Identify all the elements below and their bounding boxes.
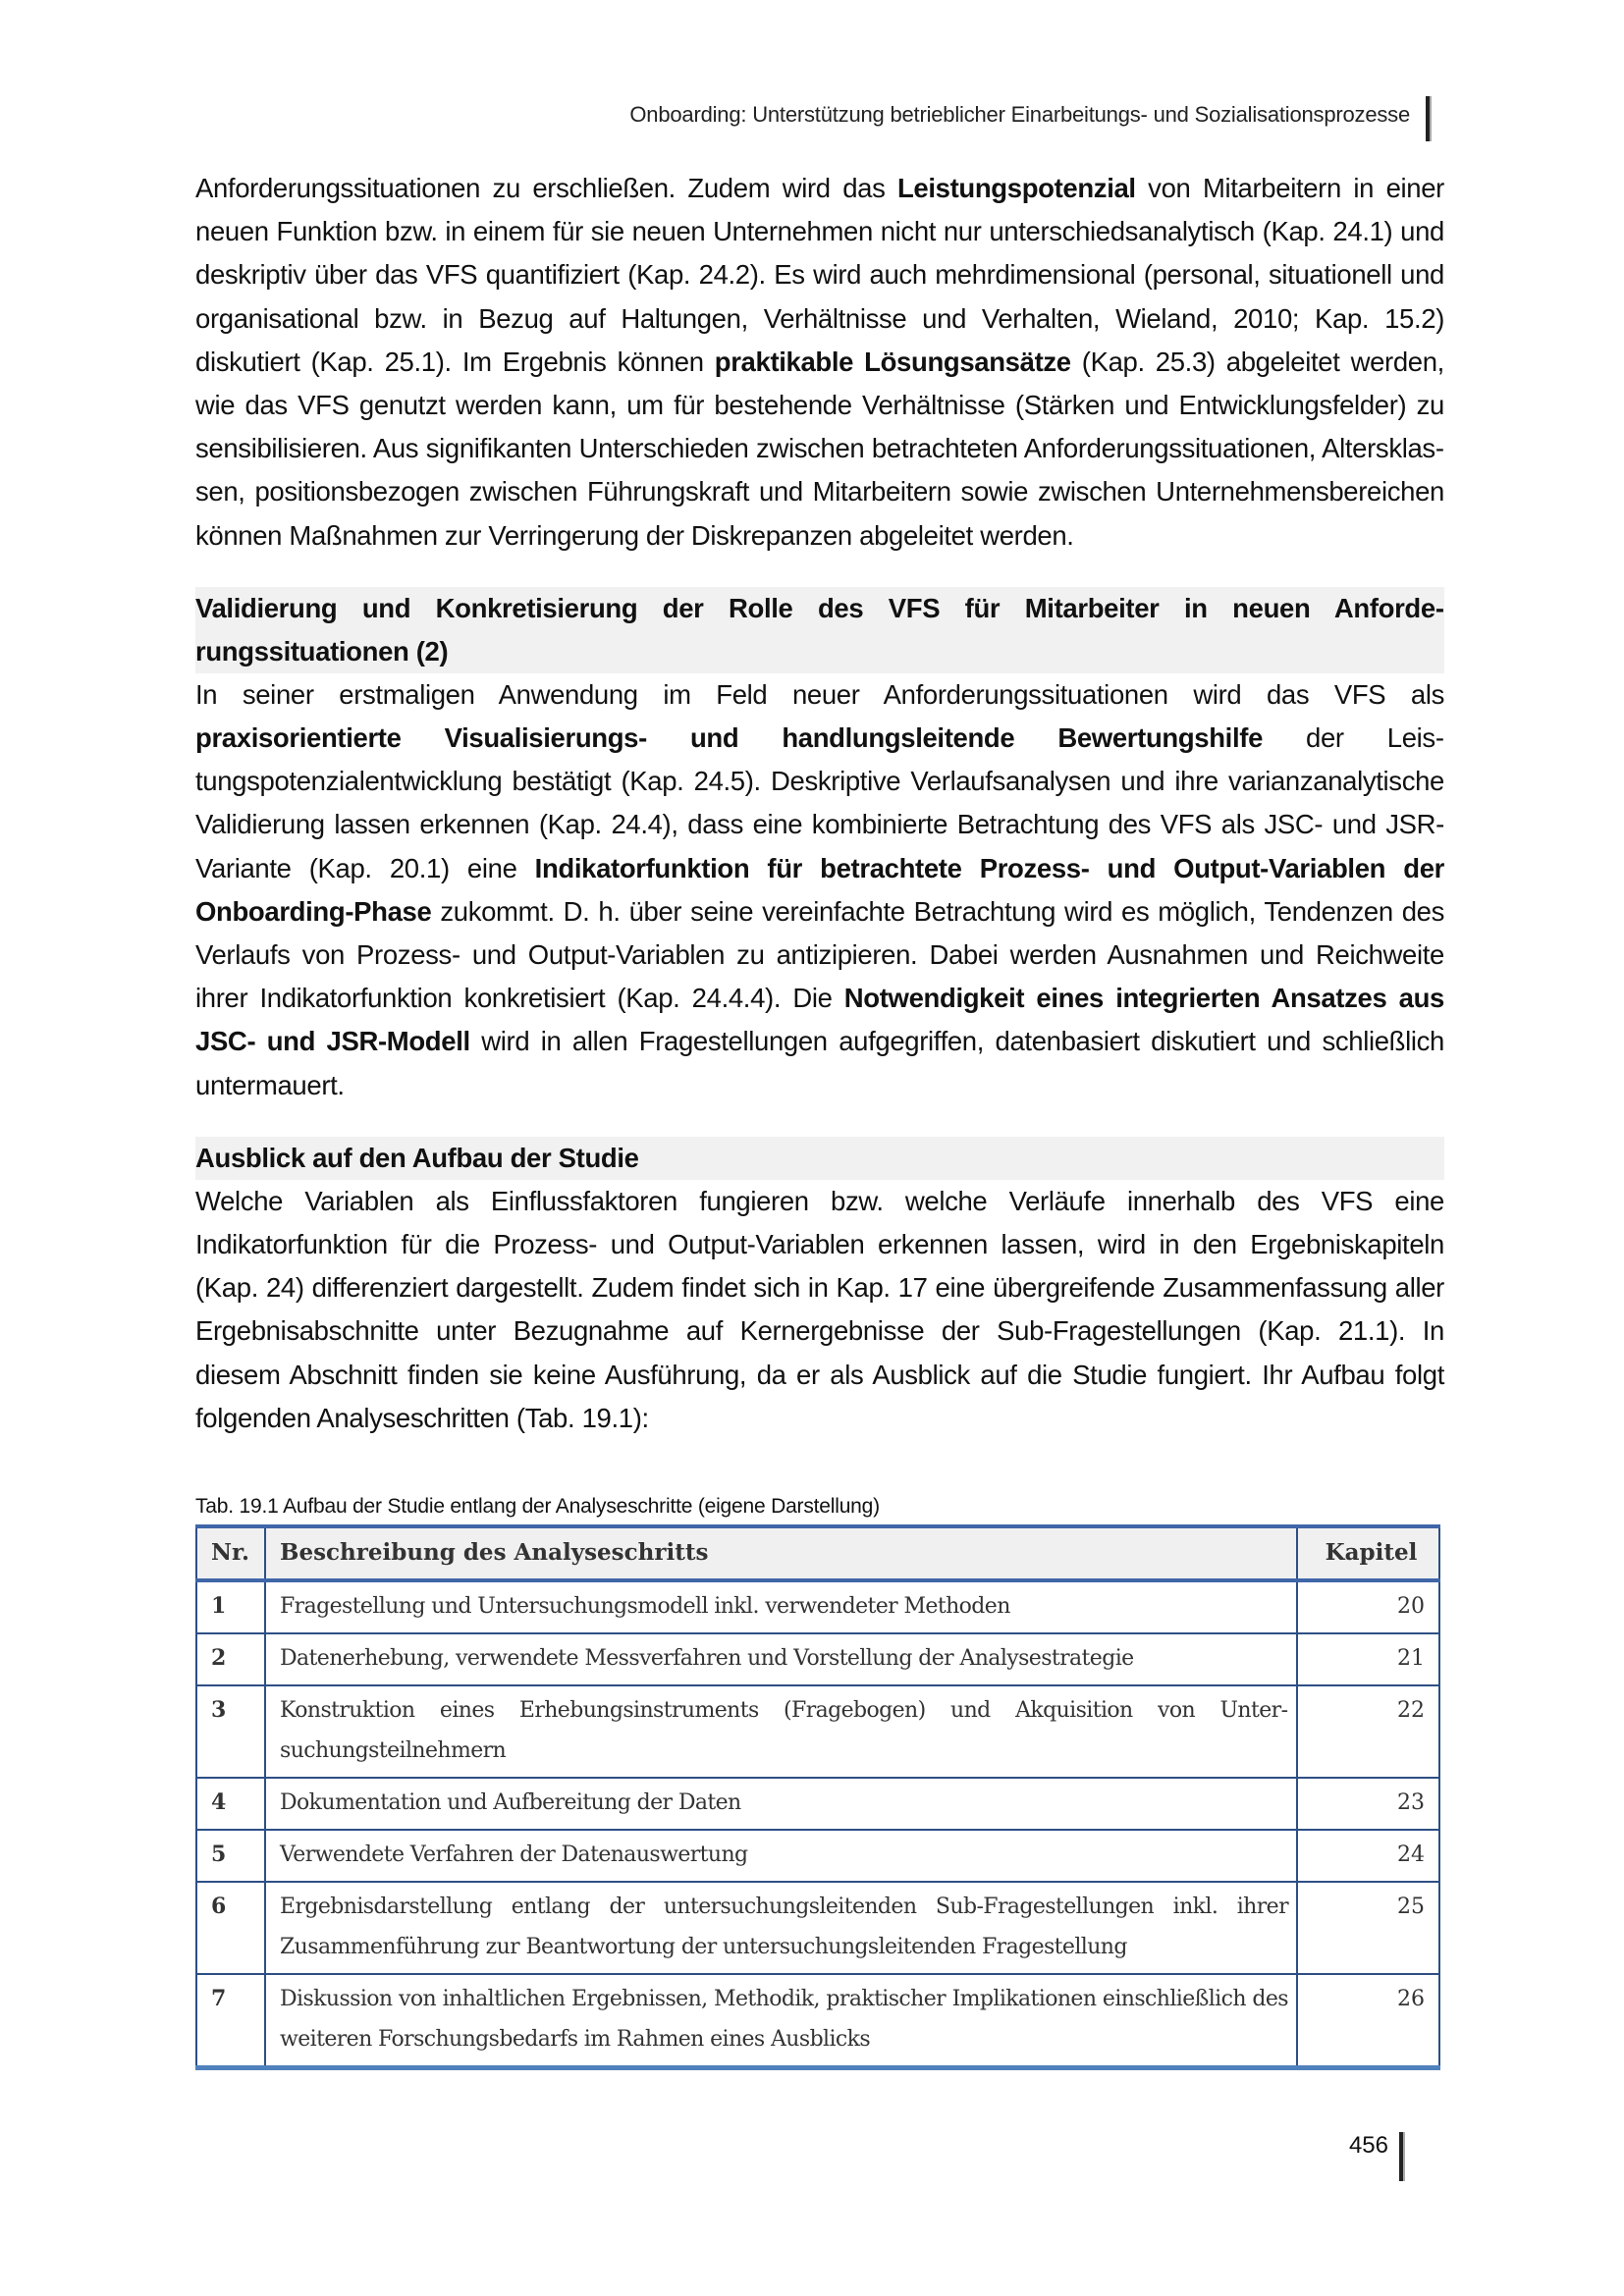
- cell-step-number: 1: [196, 1580, 265, 1633]
- cell-step-number: 4: [196, 1778, 265, 1830]
- cell-step-description: Diskussion von inhaltlichen Ergebnissen, Methodik, praktischer Implikationen einschließlich des weiteren Forschungsbedarfs im Rahmen eines Ausblicks: [265, 1974, 1297, 2068]
- text-run: Anforderungssituationen zu erschließen. Zudem wird das: [195, 173, 897, 203]
- text-run: (Kap. 25.3) abgeleitet werden, wie das VFS genutzt werden kann, um für bestehende Verhältnisse (Stärken und Entwicklungsfelder) zu sensibilisieren. Aus signifikanten Unterschieden zwischen betrachteten Anforderungssituationen, Altersklassen, positionsbezogen zwischen Führungskraft und Mitarbeitern sowie zwischen Unternehmensbereichen können Maßnahmen zur Verringerung der Diskrepanzen abgeleitet werden.: [195, 346, 1444, 551]
- column-header-nr: Nr.: [196, 1526, 265, 1580]
- table-row: [196, 1580, 1439, 1633]
- cell-step-description: Dokumentation und Aufbereitung der Daten: [265, 1778, 1297, 1830]
- cell-step-description: Fragestellung und Untersuchungsmodell inkl. verwendeter Methoden: [265, 1580, 1297, 1633]
- bold-phrase: praktikable Lösungsansätze: [714, 346, 1071, 377]
- cell-step-description: Ergebnisdarstellung entlang der untersuchungsleitenden Sub-Fragestellungen inkl. ihrer Zusammenführung zur Beantwortung der untersuchungsleitenden Fragestellung: [265, 1882, 1297, 1974]
- table-row: [196, 1685, 1439, 1778]
- spacer: [195, 558, 1444, 587]
- paragraph-ausblick: [195, 1180, 1444, 1440]
- text-run: In seiner erstmaligen Anwendung im Feld neuer Anforderungssituationen wird das VFS als: [195, 678, 1444, 710]
- cell-step-description: Verwendete Verfahren der Datenauswertung: [265, 1830, 1297, 1882]
- page-number: 456: [1348, 2132, 1388, 2159]
- spacer: [195, 1107, 1444, 1137]
- cell-chapter: 20: [1297, 1580, 1439, 1633]
- column-header-description: Beschreibung des Analyseschritts: [265, 1526, 1297, 1580]
- page-content: [195, 167, 1444, 2070]
- table-row: [196, 1778, 1439, 1830]
- bold-phrase: praxisorientierte Visualisierungs- und handlungsleitende Bewertungshilfe: [195, 722, 1264, 754]
- table-header-row: [196, 1526, 1439, 1580]
- cell-chapter: 24: [1297, 1830, 1439, 1882]
- text-run: wird in allen Fragestellungen aufgegriffen, datenbasiert diskutiert und schließlich untermauert.: [195, 1026, 1444, 1100]
- table-row: [196, 1633, 1439, 1685]
- cell-step-description: Konstruktion eines Erhebungsinstruments (Fragebogen) und Akquisition von Untersuchungsteilnehmern: [265, 1685, 1297, 1778]
- header-divider-bar: [1426, 96, 1430, 141]
- text-run: Welche Variablen als Einflussfaktoren fungieren bzw. welche Verläufe innerhalb des VFS eine Indikatorfunktion für die Prozess- und Output-Variablen erkennen lassen, wird in den Ergebniskapiteln (Kap. 24) differenziert dargestellt. Zudem findet sich in Kap. 17 eine übergreifende Zusammenfassung aller Ergebnisabschnitte unter Bezugnahme auf Kernergebnisse der Sub-Fragestellungen (Kap. 21.1). In diesem Abschnitt finden sie keine Ausführung, da er als Ausblick auf die Studie fungiert. Ihr Aufbau folgt folgenden Analyseschritten (Tab. 19.1):: [195, 1185, 1444, 1433]
- column-header-kapitel: Kapitel: [1297, 1526, 1439, 1580]
- cell-chapter: 23: [1297, 1778, 1439, 1830]
- cell-chapter: 25: [1297, 1882, 1439, 1974]
- cell-chapter: 22: [1297, 1685, 1439, 1778]
- bold-phrase: Leistungspotenzial: [896, 173, 1136, 203]
- bold-phrase: Indikatorfunktion für betrachtete Prozess- und Output-Variablen der Onboarding-Phase: [195, 852, 1444, 927]
- paragraph-intro: [195, 167, 1444, 558]
- cell-step-description: Datenerhebung, verwendete Messverfahren und Vorstellung der Analysestrategie: [265, 1633, 1297, 1685]
- analysis-steps-table: [195, 1524, 1440, 2070]
- cell-step-number: 2: [196, 1633, 265, 1685]
- paragraph-validierung: [195, 673, 1444, 1107]
- table-caption: Tab. 19.1 Aufbau der Studie entlang der Analyseschritte (eigene Darstellung): [195, 1495, 880, 1519]
- cell-step-number: 6: [196, 1882, 265, 1974]
- cell-chapter: 26: [1297, 1974, 1439, 2068]
- cell-step-number: 7: [196, 1974, 265, 2068]
- cell-chapter: 21: [1297, 1633, 1439, 1685]
- table-body: [196, 1580, 1439, 2068]
- section-heading-validierung: Validierung und Konkretisierung der Rolle des VFS für Mitarbeiter in neuen Anforderungssituationen (2): [195, 587, 1444, 673]
- table-row: [196, 1974, 1439, 2068]
- text-run: der Leistungspotenzialentwicklung bestätigt (Kap. 24.5). Deskriptive Verlaufsanalysen und ihre varianzanalytische Validierung lassen erkennen (Kap. 24.4), dass eine kombinierte Betrachtung des VFS als JSC- und JSR-Variante (Kap. 20.1) eine: [195, 722, 1444, 883]
- bold-phrase: Notwendigkeit eines integrierten Ansatzes aus JSC- und JSR-Modell: [195, 983, 1444, 1057]
- table-row: [196, 1830, 1439, 1882]
- text-run: von Mitarbeitern in einer neuen Funktion bzw. in einem für sie neuen Unternehmen nicht nur unterschiedsanalytisch (Kap. 24.1) und deskriptiv über das VFS quantifiziert (Kap. 24.2). Es wird auch mehrdimensional (personal, situationell und organisational bzw. in Bezug auf Haltungen, Verhältnisse und Verhalten, Wieland, 2010; Kap. 15.2) diskutiert (Kap. 25.1). Im Ergebnis können: [195, 173, 1444, 377]
- text-run: zukommt. D. h. über seine vereinfachte Betrachtung wird es möglich, Tendenzen des Verlaufs von Prozess- und Output-Variablen zu antizipieren. Dabei werden Ausnahmen und Reichweite ihrer Indikatorfunktion konkretisiert (Kap. 24.4.4). Die: [195, 895, 1444, 1014]
- footer-divider-bar: [1399, 2132, 1403, 2181]
- cell-step-number: 5: [196, 1830, 265, 1882]
- cell-step-number: 3: [196, 1685, 265, 1778]
- section-heading-ausblick: Ausblick auf den Aufbau der Studie: [195, 1137, 1444, 1180]
- running-header-title: Onboarding: Unterstützung betrieblicher Einarbeitungs- und Sozialisationsprozesse: [629, 102, 1410, 127]
- table-row: [196, 1882, 1439, 1974]
